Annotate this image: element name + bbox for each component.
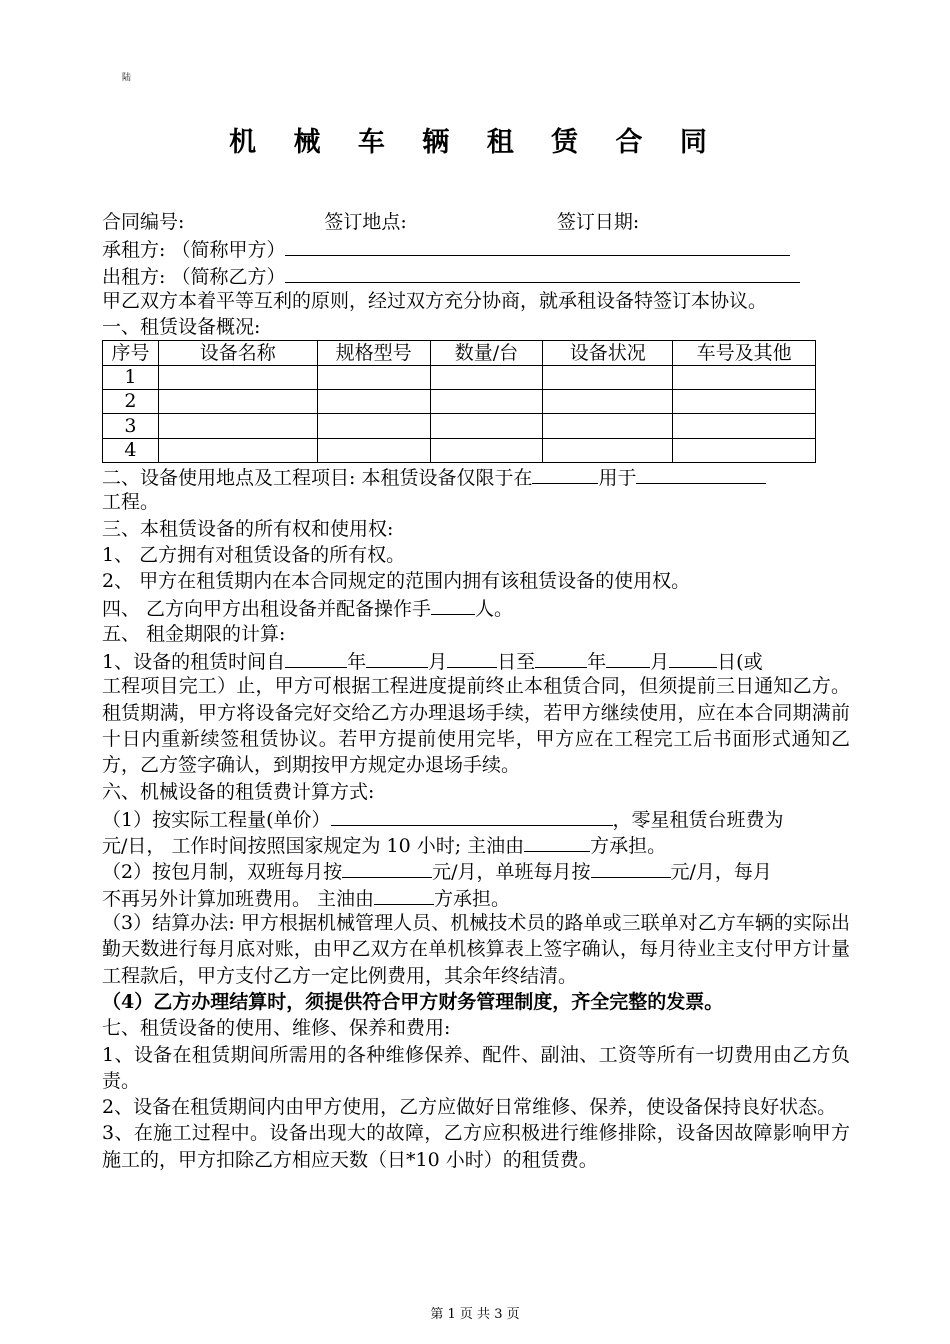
- lessor-blank: [285, 262, 800, 283]
- table-header: 设备状况: [543, 341, 673, 365]
- project-blank: [636, 463, 766, 484]
- section-4-line: [102, 594, 850, 620]
- table-header: 车号及其他: [673, 341, 816, 365]
- section-2-line: [102, 463, 850, 489]
- table-header: 设备名称: [158, 341, 317, 365]
- single-shift-fee-blank: [591, 857, 671, 878]
- fee-method-text: 不再另外计算加班费用。 主油由: [102, 887, 375, 910]
- section-6-heading: 六、机械设备的租赁费计算方式:: [102, 780, 375, 803]
- section-4-text: 四、 乙方向甲方出租设备并配备操作手: [102, 598, 432, 621]
- section-2-end: 工程。: [102, 491, 160, 514]
- lessee-label: 承租方: （简称甲方）: [102, 239, 286, 262]
- page-footer: 第 1 页 共 3 页: [430, 1307, 520, 1322]
- table-header: 规格型号: [317, 341, 430, 365]
- lessee-row: [102, 235, 850, 261]
- table-row: [103, 438, 816, 462]
- row-number: 4: [103, 438, 159, 462]
- double-shift-fee-blank: [342, 857, 432, 878]
- table-row: [103, 365, 816, 389]
- table-header-row: [103, 341, 816, 365]
- table-header: 数量/台: [430, 341, 543, 365]
- equipment-table: [102, 340, 816, 462]
- section-7-heading: 七、租赁设备的使用、维修、保养和费用:: [102, 1017, 451, 1040]
- settlement-method: （3）结算办法: 甲方根据机械管理人员、机械技术员的路单或三联单对乙方车辆的实际出勤天数进行每月底对账，由甲乙双方在单机核算表上签字确认，每月待业主支付甲方计量工程款后，甲方支付乙方一定比例费用，其余年终结清。: [102, 912, 850, 987]
- fee-method-2: [102, 857, 850, 883]
- document-title: 机 械 车 辆 租 赁 合 同: [229, 127, 721, 158]
- start-month-blank: [366, 647, 428, 668]
- lease-period-text: 月: [650, 651, 670, 674]
- section-2-text: 二、设备使用地点及工程项目: 本租赁设备仅限于在: [102, 466, 533, 489]
- contract-body: [102, 209, 850, 1173]
- fuel-party-blank-2: [374, 884, 434, 905]
- section-7-item-1: 1、设备在租赁期间所需用的各种维修保养、配件、副油、工资等所有一切费用由乙方负责。: [102, 1043, 850, 1092]
- fee-method-text: （1）按实际工程量(单价）: [102, 808, 331, 831]
- fee-method-2-cont: [102, 884, 850, 910]
- section-5-heading: 五、 租金期限的计算:: [102, 622, 286, 645]
- invoice-requirement: （4）乙方办理结算时，须提供符合甲方财务管理制度，齐全完整的发票。: [102, 990, 724, 1013]
- section-3-item-2: 2、 甲方在租赁期内在本合同规定的范围内拥有该租赁设备的使用权。: [102, 570, 691, 593]
- section-3-item-1: 1、 乙方拥有对租赁设备的所有权。: [102, 543, 406, 566]
- fee-method-text: ，零星租赁台班费为: [612, 808, 784, 831]
- fee-method-text: 元/月，每月: [670, 861, 772, 884]
- location-blank: [532, 463, 598, 484]
- fuel-party-blank: [524, 831, 590, 852]
- fee-method-text: 元/日， 工作时间按照国家规定为 10 小时; 主油由: [102, 835, 525, 858]
- section-7-item-3: 3、在施工过程中。设备出现大的故障，乙方应积极进行维修排除，设备因故障影响甲方施工的，甲方扣除乙方相应天数（日*10 小时）的租赁费。: [102, 1122, 850, 1171]
- lease-period-paragraph: 工程项目完工）止，甲方可根据工程进度提前终止本租赁合同，但须提前三日通知乙方。租赁期满，甲方将设备完好交给乙方办理退场手续，若甲方继续使用，应在本合同期满前十日内重新续签租赁协议。若甲方提前使用完毕，甲方应在工程完工后书面形式通知乙方，乙方签字确认，到期按甲方规定办退场手续。: [102, 675, 850, 777]
- lessee-blank: [285, 235, 790, 256]
- end-month-blank: [606, 647, 650, 668]
- lease-period-text: 日(或: [717, 651, 763, 674]
- section-3-heading: 三、本租赁设备的所有权和使用权:: [102, 517, 394, 540]
- fee-method-1-cont: [102, 831, 850, 857]
- lease-period-text: 月: [428, 651, 448, 674]
- lease-period-text: 年: [347, 651, 367, 674]
- row-number: 1: [103, 365, 159, 389]
- fee-method-text: （2）按包月制，双班每月按: [102, 861, 343, 884]
- section-1-heading: 一、租赁设备概况:: [102, 316, 261, 339]
- section-4-text: 人。: [475, 598, 514, 621]
- operator-count-blank: [431, 594, 475, 615]
- lease-period-text: 1、设备的租赁时间自: [102, 651, 286, 674]
- table-row: [103, 414, 816, 438]
- lessor-row: [102, 262, 850, 288]
- lessor-label: 出租方: （简称乙方）: [102, 265, 286, 288]
- fee-method-1: [102, 805, 850, 831]
- sign-place-label: 签订地点:: [324, 211, 407, 233]
- meta-row: [102, 209, 850, 235]
- lease-period-text: 年: [587, 651, 607, 674]
- lease-period-line: [102, 647, 850, 673]
- fee-method-text: 元/月，单班每月按: [432, 861, 591, 884]
- fee-method-text: 方承担。: [434, 887, 511, 910]
- end-day-blank: [669, 647, 717, 668]
- row-number: 3: [103, 414, 159, 438]
- table-header: 序号: [103, 341, 159, 365]
- end-year-blank: [535, 647, 587, 668]
- row-number: 2: [103, 390, 159, 414]
- section-2-text: 用于: [598, 466, 637, 489]
- start-day-blank: [447, 647, 497, 668]
- header-mark: 陆: [122, 73, 132, 83]
- lease-period-text: 日至: [497, 651, 536, 674]
- table-row: [103, 390, 816, 414]
- fee-method-text: 方承担。: [590, 835, 667, 858]
- unit-price-blank: [331, 805, 613, 826]
- intro-text: 甲乙双方本着平等互利的原则，经过双方充分协商，就承租设备特签订本协议。: [102, 289, 768, 312]
- section-7-item-2: 2、设备在租赁期间内由甲方使用，乙方应做好日常维修、保养，使设备保持良好状态。: [102, 1096, 837, 1119]
- sign-date-label: 签订日期:: [556, 211, 640, 233]
- contract-number-label: 合同编号:: [102, 211, 185, 233]
- start-year-blank: [285, 647, 347, 668]
